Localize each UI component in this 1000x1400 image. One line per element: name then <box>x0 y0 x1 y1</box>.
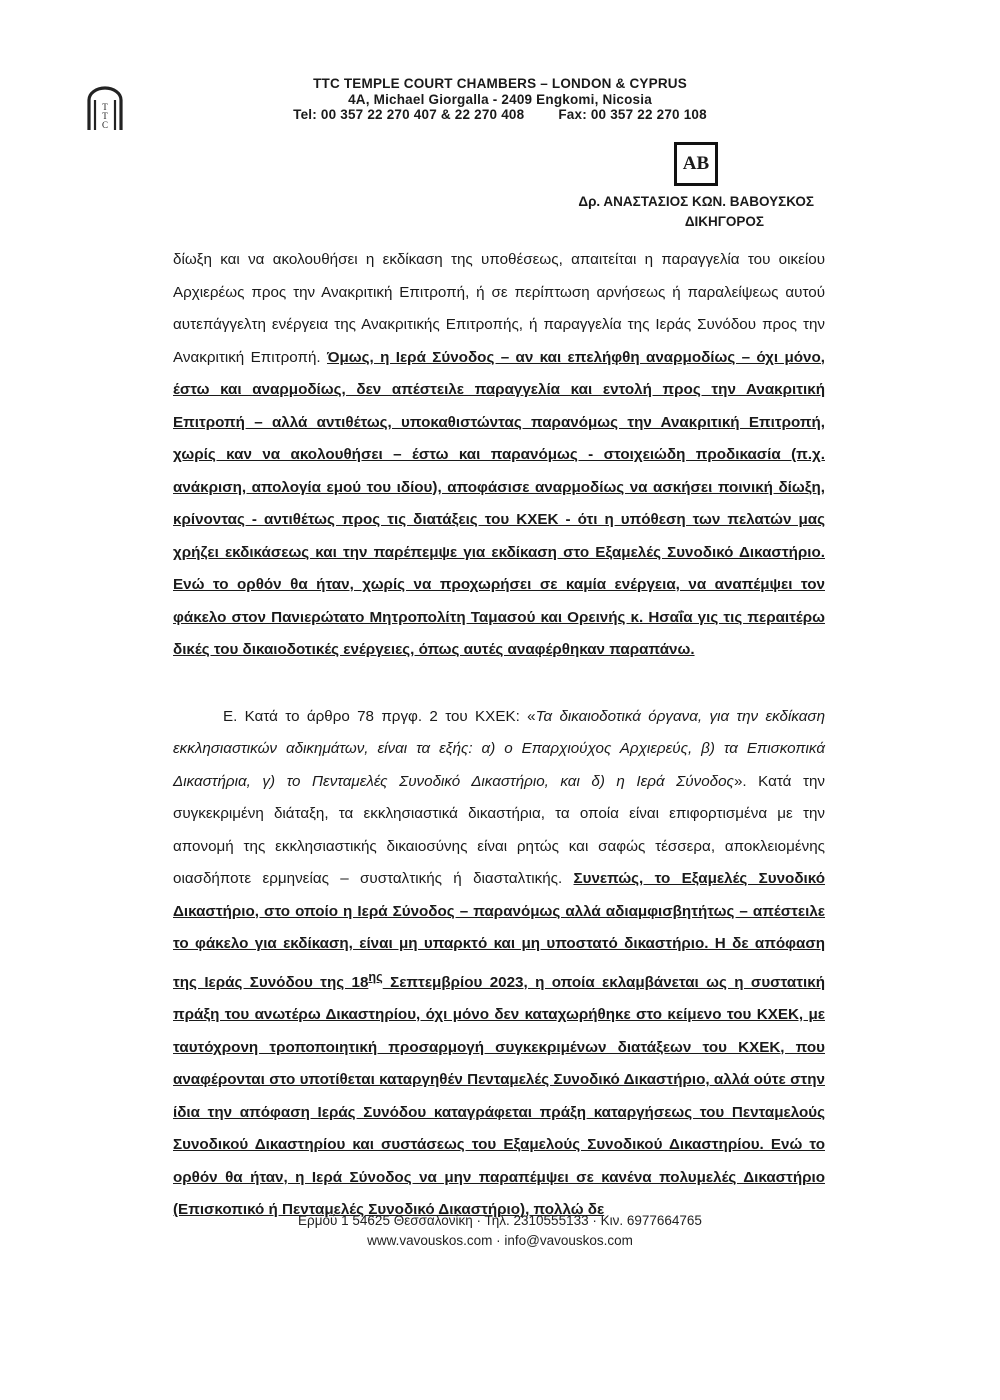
paragraph-1-plain: δίωξη και να ακολουθήσει η εκδίκαση της υποθέσεως, απαιτείται η παραγγελία του οικείου Αρχιερέως προς την Ανακριτική Επιτροπή, ή σε περίπτωση αρνήσεως ή παραλείψεως αυτού αυτεπάγγελτη ενέργεια της Ανακριτικής Επιτροπής, ή παραγγελία της Ιεράς Συνόδου προς την Ανακριτική Επιτροπή. <box>173 251 825 366</box>
attorney-name: Δρ. ΑΝΑΣΤΑΣΙΟΣ ΚΩΝ. ΒΑΒΟΥΣΚΟΣ <box>578 194 814 209</box>
paragraph-e-underlined-b: Σεπτεμβρίου 2023, η οποία εκλαμβάνεται ως η συστατική πράξη του ανωτέρω Δικαστηρίου, όχι μόνο δεν καταχωρήθηκε στο κείμενο του ΚΧΕΚ, με ταυτόχρονη τροποποιητική προσαρμογή συγκεκριμένων διατάξεων του ΚΧΕΚ, που αναφέρονται στο υποτίθεται καταργηθέν Πενταμελές Συνοδικό Δικαστήριο, αλλά ούτε στην ίδια την απόφαση Ιεράς Συνόδου καταγράφεται πράξη καταργήσεως του Πενταμελούς Συνοδικού Δικαστηρίου και συστάσεως του Εξαμελούς Συνοδικού Δικαστηρίου. Ενώ το ορθόν θα ήταν, η Ιερά Σύνοδος να μην παραπέμψει σε κανένα πολυμελές Δικαστήριο (Επισκοπικό ή Πενταμελές Συνοδικό Δικαστήριο), πολλώ δε <box>173 973 825 1219</box>
ttc-logo-icon <box>86 86 124 132</box>
svg-text:C: C <box>101 120 109 130</box>
ab-monogram <box>674 142 718 186</box>
svg-text:T: T <box>102 102 108 112</box>
paragraph-gap <box>173 667 825 701</box>
paragraph-1-underlined: Όμως, η Ιερά Σύνοδος – αν και επελήφθη αναρμοδίως – όχι μόνο, έστω και αναρμοδίως, δεν απέστειλε παραγγελία και εντολή προς την Ανακριτική Επιτροπή – αλλά αντιθέτως, υποκαθιστώντας παρανόμως την Ανακριτική Επιτροπή, χωρίς καν να ακολουθήσει – έστω και παρανόμως - στοιχειώδη προδικασία (π.χ. ανάκριση, απολογία εμού του ιδίου), αποφάσισε αναρμοδίως να ασκήσει ποινική δίωξη, κρίνοντας - αντιθέτως προς τις διατάξεις του ΚΧΕΚ - ότι η υπόθεση των πελατών μας χρήζει εκδικάσεως και την παρέπεμψε για εκδίκαση στο Εξαμελές Συνοδικό Δικαστήριο. Ενώ το ορθόν θα ήταν, χωρίς να προχωρήσει σε καμία ενέργεια, να αναπέμψει τον φάκελο στον Πανιερώτατο Μητροπολίτη Ταμασού και Ορεινής κ. Ησαΐα γις τις περαιτέρω δικές του δικαιοδοτικές ενέργειες, όπως αυτές αναφέρθηκαν παραπάνω. <box>173 348 825 658</box>
paragraph-e-quote: Τα δικαιοδοτικά όργανα, για την εκδίκαση εκκλησιαστικών αδικημάτων, είναι τα εξής: α) ο Επαρχιούχος Αρχιερεύς, β) τα Επισκοπικά Δικαστήρια, γ) το Πενταμελές Συνοδικό Δικαστήριο, και δ) η Ιερά Σύνοδος <box>173 707 826 790</box>
firm-address: 4A, Michael Giorgalla - 2409 Engkomi, Nicosia <box>348 91 652 107</box>
footer-address: Ερμού 1 54625 Θεσσαλονίκη · Τηλ. 2310555133 · Κιν. 6977664765 <box>298 1213 702 1228</box>
paragraph-e-superscript: ης <box>368 969 383 984</box>
firm-tel: Tel: 00 357 22 270 407 & 22 270 408 <box>293 107 525 122</box>
firm-contact <box>230 107 770 123</box>
letterhead <box>230 76 770 123</box>
letter-body <box>173 244 825 1227</box>
monogram-text: AB <box>682 153 710 174</box>
firm-name: TTC TEMPLE COURT CHAMBERS – LONDON & CYPRUS <box>313 76 687 91</box>
paragraph-1 <box>173 244 825 667</box>
footer-web: www.vavouskos.com · info@vavouskos.com <box>367 1233 633 1248</box>
paragraph-e-underlined-a: Συνεπώς, το Εξαμελές Συνοδικό Δικαστήριο, στο οποίο η Ιερά Σύνοδος – παρανόμως αλλά αδιαμφισβητήτως – απέστειλε το φάκελο για εκδίκαση, είναι μη υπαρκτό και μη υποστατό δικαστήριο. Η δε απόφαση της Ιεράς Συνόδου της 18 <box>173 870 825 991</box>
attorney-block <box>578 192 814 232</box>
paragraph-e-intro: Ε. Κατά το άρθρο 78 πργφ. 2 του ΚΧΕΚ: « <box>223 707 536 725</box>
svg-text:T: T <box>102 111 108 121</box>
paragraph-e <box>173 701 825 1227</box>
attorney-title: ΔΙΚΗΓΟΡΟΣ <box>684 214 764 229</box>
firm-fax: Fax: 00 357 22 270 108 <box>558 107 707 122</box>
ttc-logo <box>86 86 124 132</box>
paragraph-e-after-quote: ». Κατά την συγκεκριμένη διάταξη, τα εκκλησιαστικά δικαστήρια, τα οποία είναι επιφορτισμένα με την απονομή της εκκλησιαστικής δικαιοσύνης είναι ρητώς και σαφώς τέσσερα, αποκλειομένης οιασδήποτε ερμηνείας – συσταλτικής ή διασταλτικής. <box>173 772 826 887</box>
letter-footer <box>0 1211 1000 1251</box>
